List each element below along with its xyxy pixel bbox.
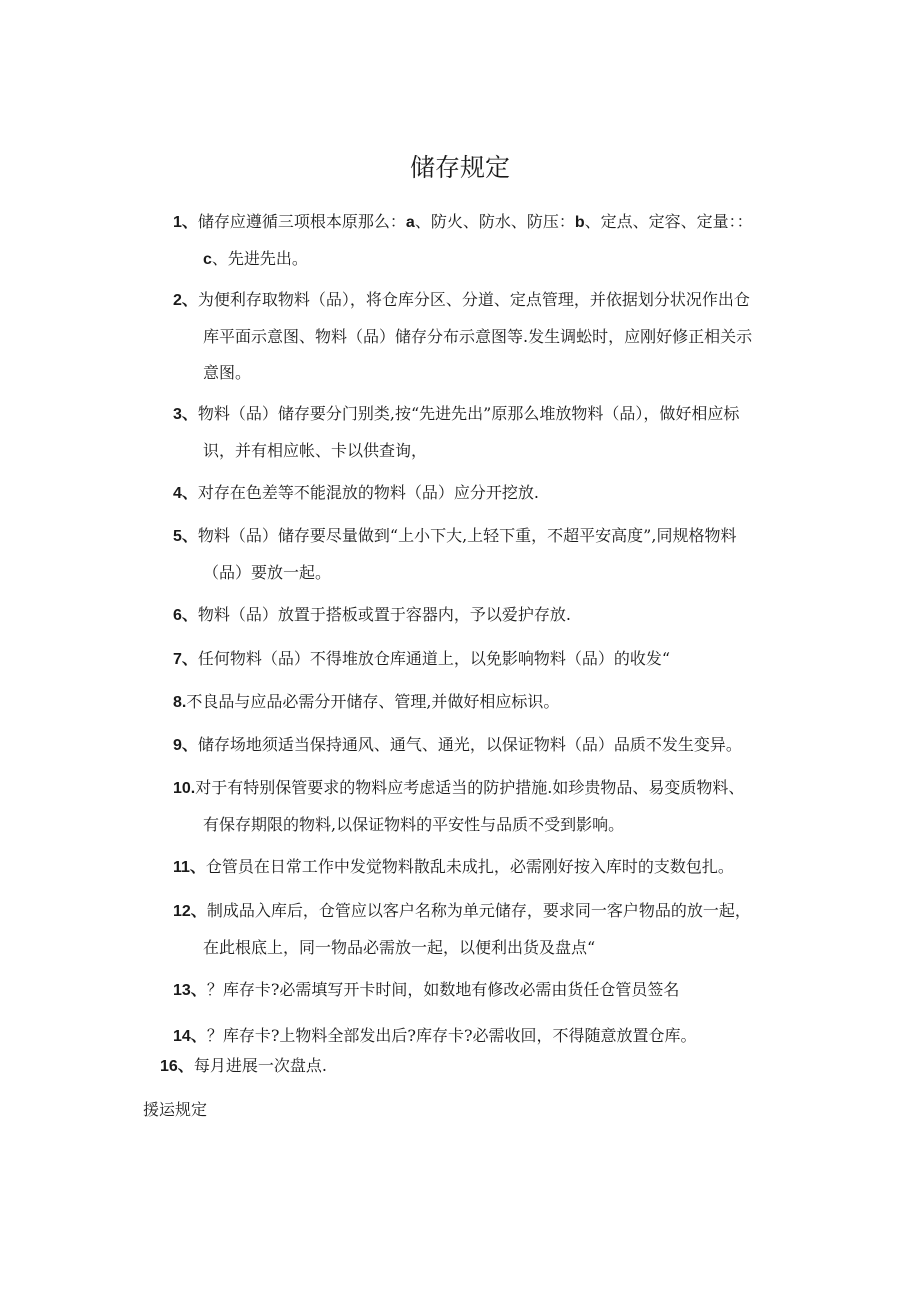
page-title: 储存规定 (409, 153, 510, 182)
list-item: 5、物料（品）储存要尽量做到“上小下大,上轻下重，不超平安高度”,同规格物料 （品）要放一起。 (173, 526, 737, 582)
item-number: 12、 (173, 903, 207, 920)
section-heading: 援运规定 (143, 1100, 208, 1119)
item-number: 7、 (173, 651, 198, 668)
list-item: 13、？库存卡?必需填写开卡时间，如数地有修改必需由货任仓管员签名 (173, 980, 680, 999)
item-number: 1、 (173, 214, 198, 231)
item-number: 10. (173, 780, 196, 797)
item-number: 5、 (173, 528, 198, 545)
list-item: 7、任何物料（品）不得堆放仓库通道上，以免影响物料（品）的收发“ (173, 649, 671, 668)
item-number: 8. (173, 694, 187, 711)
list-item: 2、为便利存取物料（品），将仓库分区、分道、定点管理，并依据划分状况作出仓 库平面示意图、物料（品）储存分布示意图等.发生调蚣时，应刚好修正相关示 意图。 (173, 290, 753, 382)
list-item: 8.不良品与应品必需分开储存、管理,并做好相应标识。 (173, 692, 560, 711)
list-item: 9、储存场地须适当保持通风、通气、通光，以保证物料（品）品质不发生变异。 (173, 735, 742, 754)
item-number: 2、 (173, 292, 198, 309)
item-number: 9、 (173, 737, 198, 754)
item-number: 4、 (173, 485, 198, 502)
list-item: 3、物料（品）储存要分门别类,按“先进先出”原那么堆放物料（品），做好相应标 识，并有相应帐、卡以供查询， (173, 404, 740, 460)
item-number: 13、 (173, 982, 207, 999)
list-item: 14、？库存卡?上物料全部发出后?库存卡?必需收回，不得随意放置仓库。 (173, 1026, 697, 1045)
list-item: 6、物料（品）放置于搭板或置于容器内，予以爱护存放. (173, 605, 571, 624)
list-item: 4、对存在色差等不能混放的物料（品）应分开挖放. (173, 483, 539, 502)
item-number: 11、 (173, 859, 206, 876)
list-item: 1、储存应遵循三项根本原那么：a、防火、防水、防压：b、定点、定容、定量：： c、先进先出。 (173, 212, 753, 268)
item-number: 14、 (173, 1028, 207, 1045)
list-item: 11、仓管员在日常工作中发觉物料散乱未成扎，必需刚好按入库时的支数包扎。 (173, 857, 734, 876)
item-number: 3、 (173, 406, 198, 423)
item-number: 6、 (173, 607, 198, 624)
list-item: 10.对于有特别保管要求的物料应考虑适当的防护措施.如珍贵物品、易变质物料、 有保存期限的物料,以保证物料的平安性与品质不受到影响。 (173, 778, 745, 834)
list-item: 12、制成品入库后，仓管应以客户名称为单元储存，要求同一客户物品的放一起， 在此根底上，同一物品必需放一起，以便利出货及盘点“ (173, 901, 751, 957)
list-item: 16、每月进展一次盘点. (160, 1056, 327, 1075)
item-number: 16、 (160, 1058, 194, 1075)
